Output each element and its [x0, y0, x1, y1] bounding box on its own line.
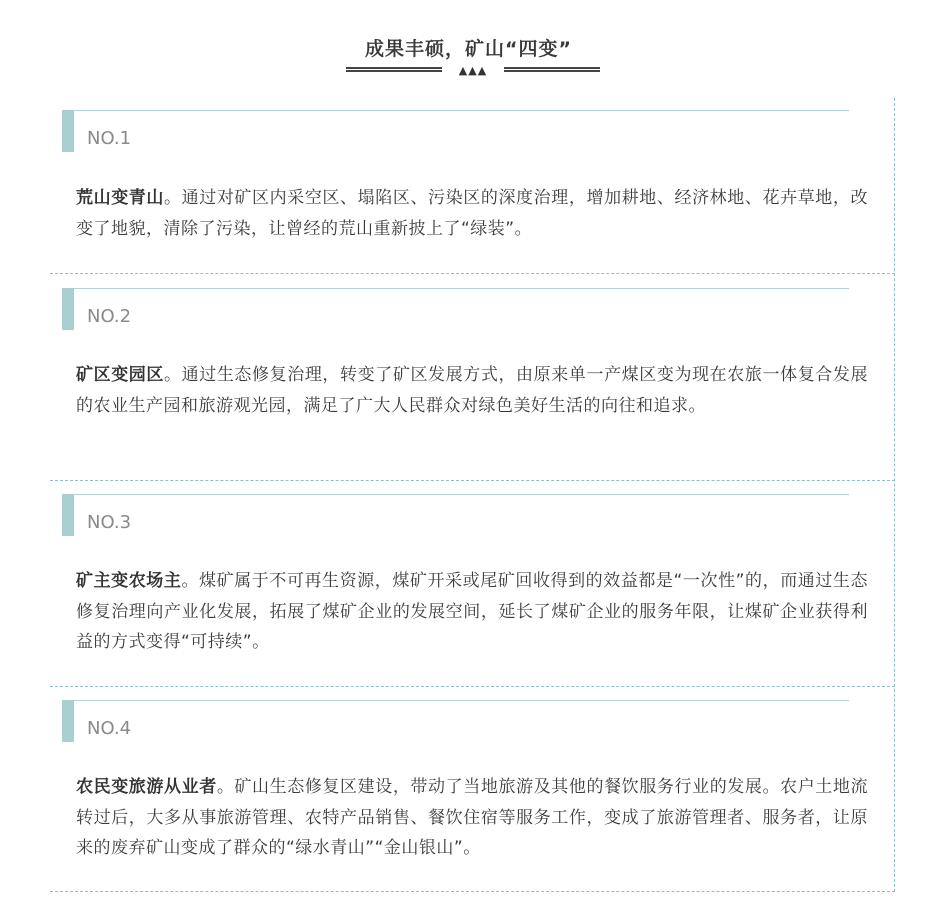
section-body: 。通过生态修复治理，转变了矿区发展方式，由原来单一产煤区变为现在农旅一体复合发展的农业生产园和旅游观光园，满足了广大人民群众对绿色美好生活的向往和追求。 [76, 365, 869, 416]
section-divider [50, 891, 895, 892]
section-number: NO.2 [87, 306, 132, 327]
section-lead: 农民变旅游从业者 [76, 777, 217, 797]
section-divider [50, 686, 895, 687]
section-accent-bar [62, 288, 74, 330]
section-paragraph [76, 772, 868, 864]
section-lead: 矿区变园区 [76, 365, 165, 385]
page-title: 成果丰硕，矿山“四变” [365, 38, 572, 60]
deco-double-line-left [346, 67, 442, 72]
section-accent-bar [62, 700, 74, 742]
section-paragraph [76, 566, 868, 658]
section-body: 。通过对矿区内采空区、塌陷区、污染区的深度治理，增加耕地、经济林地、花卉草地，改变了地貌，清除了污染，让曾经的荒山重新披上了“绿装”。 [76, 188, 869, 239]
section-accent-bar [62, 494, 74, 536]
section-lead: 矿主变农场主 [76, 571, 182, 591]
section-top-line [62, 110, 849, 111]
section-paragraph [76, 183, 868, 244]
section-number: NO.3 [87, 512, 132, 533]
section-lead: 荒山变青山 [76, 188, 165, 208]
title-decoration [346, 64, 600, 80]
section-divider [50, 273, 895, 274]
section-top-line [62, 700, 849, 701]
section-paragraph [76, 360, 868, 421]
deco-double-line-right [504, 67, 600, 72]
section-body: 。矿山生态修复区建设，带动了当地旅游及其他的餐饮服务行业的发展。农户土地流转过后，大多从事旅游管理、农特产品销售、餐饮住宿等服务工作，变成了旅游管理者、服务者，让原来的废弃矿山变成了群众的“绿水青山”“金山银山”。 [76, 777, 869, 858]
section-divider [50, 480, 895, 481]
section-accent-bar [62, 110, 74, 152]
section-number: NO.4 [87, 718, 132, 739]
section-number: NO.1 [87, 128, 132, 149]
section-body: 。煤矿属于不可再生资源，煤矿开采或尾矿回收得到的效益都是“一次性”的，而通过生态修复治理向产业化发展，拓展了煤矿企业的发展空间，延长了煤矿企业的服务年限，让煤矿企业获得利益的方式变得“可持续”。 [76, 571, 868, 652]
right-dashed-border [894, 98, 895, 892]
section-top-line [62, 288, 849, 289]
triangle-icons: ▲▲▲ [458, 64, 488, 77]
section-top-line [62, 494, 849, 495]
